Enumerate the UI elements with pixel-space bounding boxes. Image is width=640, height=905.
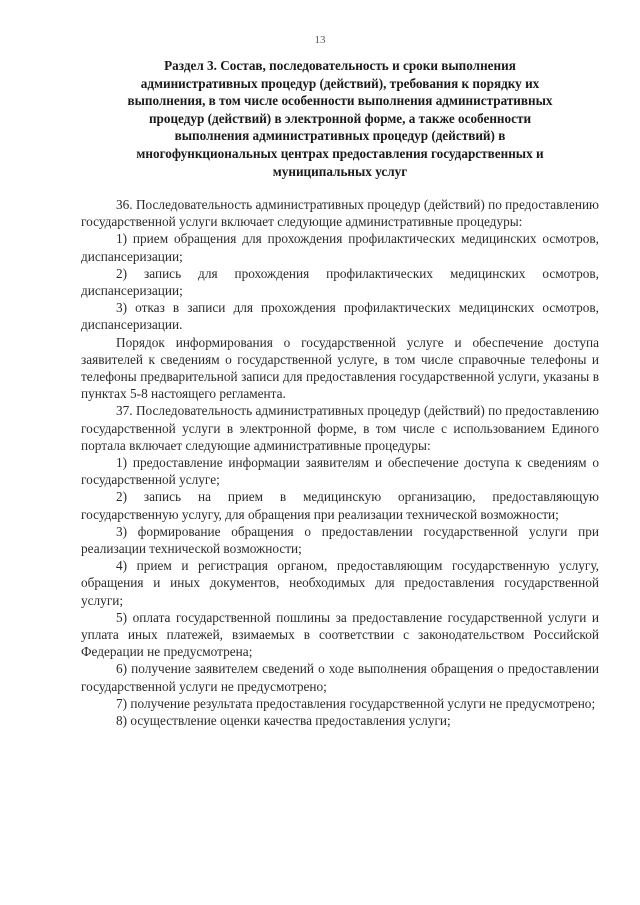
heading-line: процедур (действий) в электронной форме, а также особенности (148, 110, 532, 126)
list-item: 2) запись на прием в медицинскую организацию, предоставляющую государственную услугу, для обращения при реализации технической возможности; (81, 489, 599, 522)
page-number: 13 (314, 34, 326, 46)
paragraph: Порядок информирования о государственной услуге и обеспечение доступа заявителей к сведениям о государственной услуге, в том числе справочные телефоны и телефоны предварительной записи для предоставления государственной услуги, указаны в пунктах 5-8 настоящего регламента. (81, 334, 599, 402)
body-text (81, 196, 599, 729)
paragraph-37: 37. Последовательность административных процедур (действий) по предоставлению государственной услуги в электронной форме, в том числе с использованием Единого портала включает следующие административные процедуры: (81, 403, 599, 453)
section-heading (80, 57, 600, 180)
heading-line: многофункциональных центрах предоставления государственных и (136, 145, 544, 161)
heading-line: административных процедур (действий), требования к порядку их (140, 75, 540, 91)
heading-line: выполнения административных процедур (действий) в (174, 128, 506, 144)
list-item: 1) прием обращения для прохождения профилактических медицинских осмотров, диспансеризации; (81, 231, 599, 264)
list-item: 2) запись для прохождения профилактических медицинских осмотров, диспансеризации; (81, 265, 599, 299)
list-item: 7) получение результата предоставления государственной услуги не предусмотрено; (116, 695, 596, 711)
list-item: 3) отказ в записи для прохождения профилактических медицинских осмотров, диспансеризации. (81, 300, 599, 333)
list-item: 5) оплата государственной пошлины за предоставление государственной услуги и уплата иных платежей, взимаемых в соответствии с законодательством Российской Федерации не предусмотрена; (81, 609, 599, 660)
list-item: 3) формирование обращения о предоставлении государственной услуги при реализации технической возможности; (81, 523, 599, 557)
list-item: 4) прием и регистрация органом, предоставляющим государственную услугу, обращения и иных документов, необходимых для предоставления государственной услуги; (81, 558, 599, 608)
heading-line: муниципальных услуг (272, 163, 408, 179)
paragraph-36: 36. Последовательность административных процедур (действий) по предоставлению государственной услуги включает следующие административные процедуры: (81, 197, 599, 230)
heading-line: выполнения, в том числе особенности выполнения административных (127, 93, 553, 109)
list-item: 6) получение заявителем сведений о ходе выполнения обращения о предоставлении государственной услуги не предусмотрено; (81, 661, 599, 694)
heading-line: Раздел 3. Состав, последовательность и сроки выполнения (164, 58, 516, 73)
list-item: 8) осуществление оценки качества предоставления услуги; (116, 713, 451, 729)
list-item: 1) предоставление информации заявителям и обеспечение доступа к сведениям о государственной услуге; (81, 455, 599, 488)
